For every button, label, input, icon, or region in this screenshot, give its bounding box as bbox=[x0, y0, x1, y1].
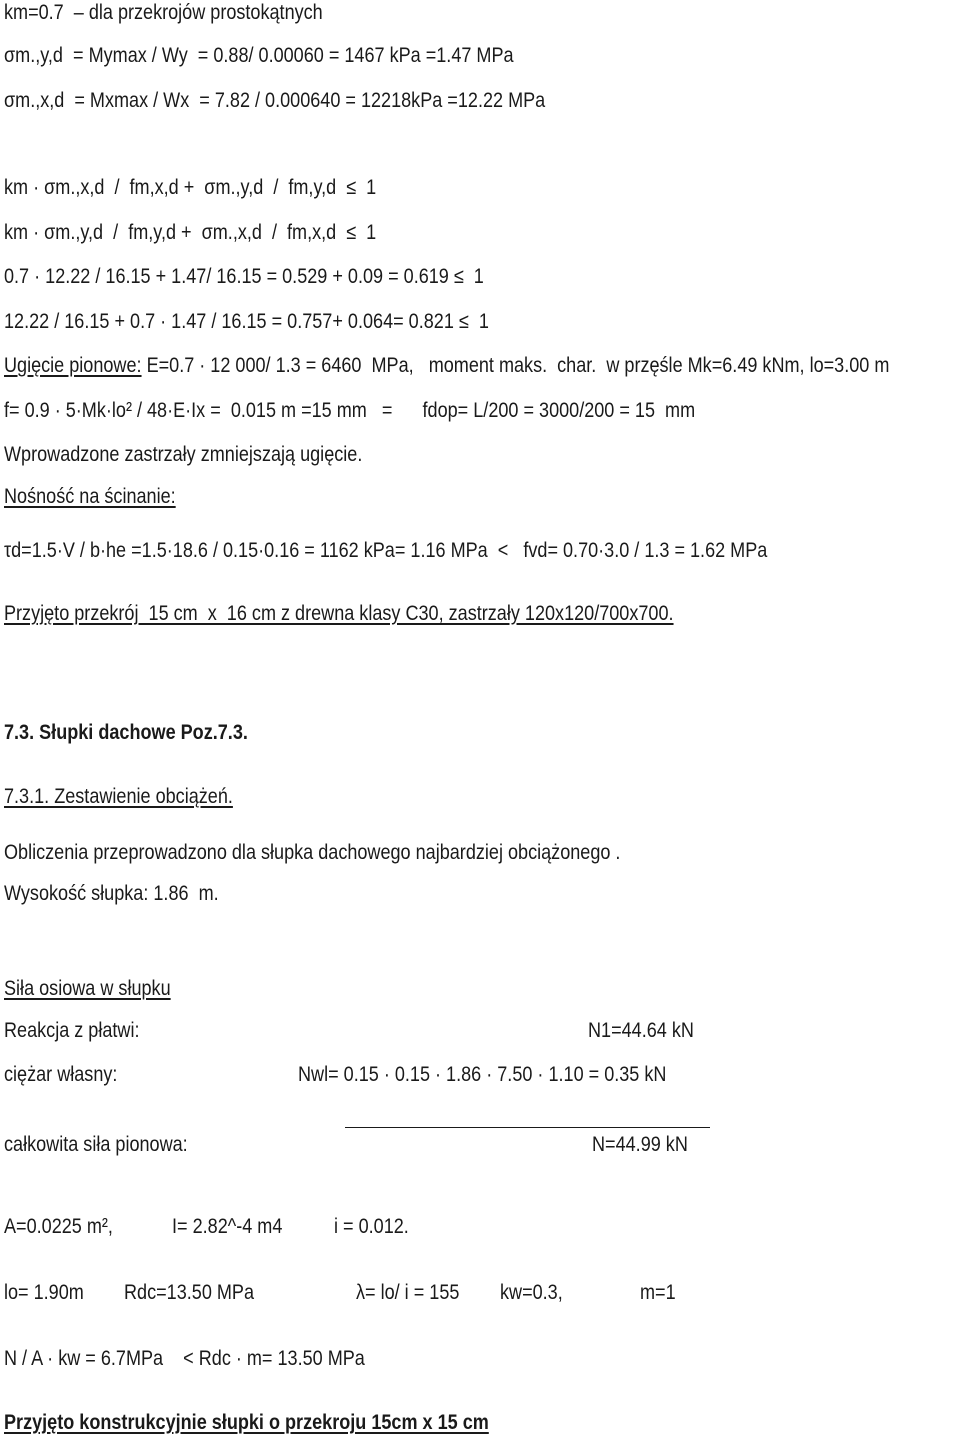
slenderness-value: λ= lo/ i = 155 bbox=[356, 1281, 460, 1304]
check-formula-2: km · σm.,y,d / fm,y,d + σm.,x,d / fm,x,d ≤ 1 bbox=[4, 221, 377, 244]
struts-note: Wprowadzone zastrzały zmniejszają ugięcie. bbox=[4, 443, 363, 466]
total-force-value: N=44.99 kN bbox=[592, 1133, 688, 1156]
subsection-heading bbox=[4, 786, 233, 807]
deflection-params: E=0.7 · 12 000/ 1.3 = 6460 MPa, moment maks. char. w przęśle Mk=6.49 kNm, lo=3.00 m bbox=[141, 354, 890, 377]
self-weight-value: Nwl= 0.15 · 0.15 · 1.86 · 7.50 · 1.10 = 0.35 kN bbox=[298, 1063, 667, 1086]
column-height: Wysokość słupka: 1.86 m. bbox=[4, 882, 219, 905]
rdc-value: Rdc=13.50 MPa bbox=[124, 1281, 255, 1304]
shear-heading: Nośność na ścinanie: bbox=[4, 485, 176, 508]
area-value: A=0.0225 m², bbox=[4, 1215, 113, 1238]
reaction-value: N1=44.64 kN bbox=[588, 1019, 694, 1042]
sigma-mx-formula: σm.,x,d = Mxmax / Wx = 7.82 / 0.000640 = 12218kPa =12.22 MPa bbox=[4, 89, 546, 112]
section-heading: 7.3. Słupki dachowe Poz.7.3. bbox=[4, 721, 248, 744]
reaction-label: Reakcja z płatwi: bbox=[4, 1019, 140, 1042]
kw-value: kw=0.3, bbox=[500, 1281, 563, 1304]
sum-divider bbox=[345, 1127, 710, 1128]
column-conclusion: Przyjęto konstrukcyjnie słupki o przekroju 15cm x 15 cm bbox=[4, 1411, 489, 1434]
buckling-length: lo= 1.90m bbox=[4, 1281, 84, 1304]
axial-force-heading: Siła osiowa w słupku bbox=[4, 977, 171, 1000]
check-formula-1: km · σm.,x,d / fm,x,d + σm.,y,d / fm,y,d ≤ 1 bbox=[4, 176, 377, 199]
inertia-value: I= 2.82^-4 m4 bbox=[172, 1215, 283, 1238]
radius-value: i = 0.012. bbox=[334, 1215, 409, 1238]
km-note: km=0.7 – dla przekrojów prostokątnych bbox=[4, 1, 323, 24]
sigma-my-formula: σm.,y,d = Mymax / Wy = 0.88/ 0.00060 = 1467 kPa =1.47 MPa bbox=[4, 44, 514, 67]
deflection-heading: Ugięcie pionowe: bbox=[4, 354, 142, 377]
deflection-line bbox=[4, 355, 889, 376]
m-value: m=1 bbox=[640, 1281, 676, 1304]
stress-check: N / A · kw = 6.7MPa < Rdc · m= 13.50 MPa bbox=[4, 1347, 365, 1370]
subsection-title: 7.3.1. Zestawienie obciążeń. bbox=[4, 785, 233, 808]
self-weight-label: ciężar własny: bbox=[4, 1063, 118, 1086]
shear-formula: τd=1.5·V / b·he =1.5·18.6 / 0.15·0.16 = 1162 kPa= 1.16 MPa < fvd= 0.70·3.0 / 1.3 = 1.62 MPa bbox=[4, 539, 768, 562]
check-value-2: 12.22 / 16.15 + 0.7 · 1.47 / 16.15 = 0.757+ 0.064= 0.821 ≤ 1 bbox=[4, 310, 489, 333]
total-force-label: całkowita siła pionowa: bbox=[4, 1133, 188, 1156]
check-value-1: 0.7 · 12.22 / 16.15 + 1.47/ 16.15 = 0.529 + 0.09 = 0.619 ≤ 1 bbox=[4, 265, 484, 288]
deflection-formula: f= 0.9 · 5·Mk·lo² / 48·E·Ix = 0.015 m =15 mm = fdop= L/200 = 3000/200 = 15 mm bbox=[4, 399, 696, 422]
calc-description: Obliczenia przeprowadzono dla słupka dachowego najbardziej obciążonego . bbox=[4, 841, 621, 864]
section-adopted: Przyjęto przekrój 15 cm x 16 cm z drewna klasy C30, zastrzały 120x120/700x700. bbox=[4, 602, 674, 625]
